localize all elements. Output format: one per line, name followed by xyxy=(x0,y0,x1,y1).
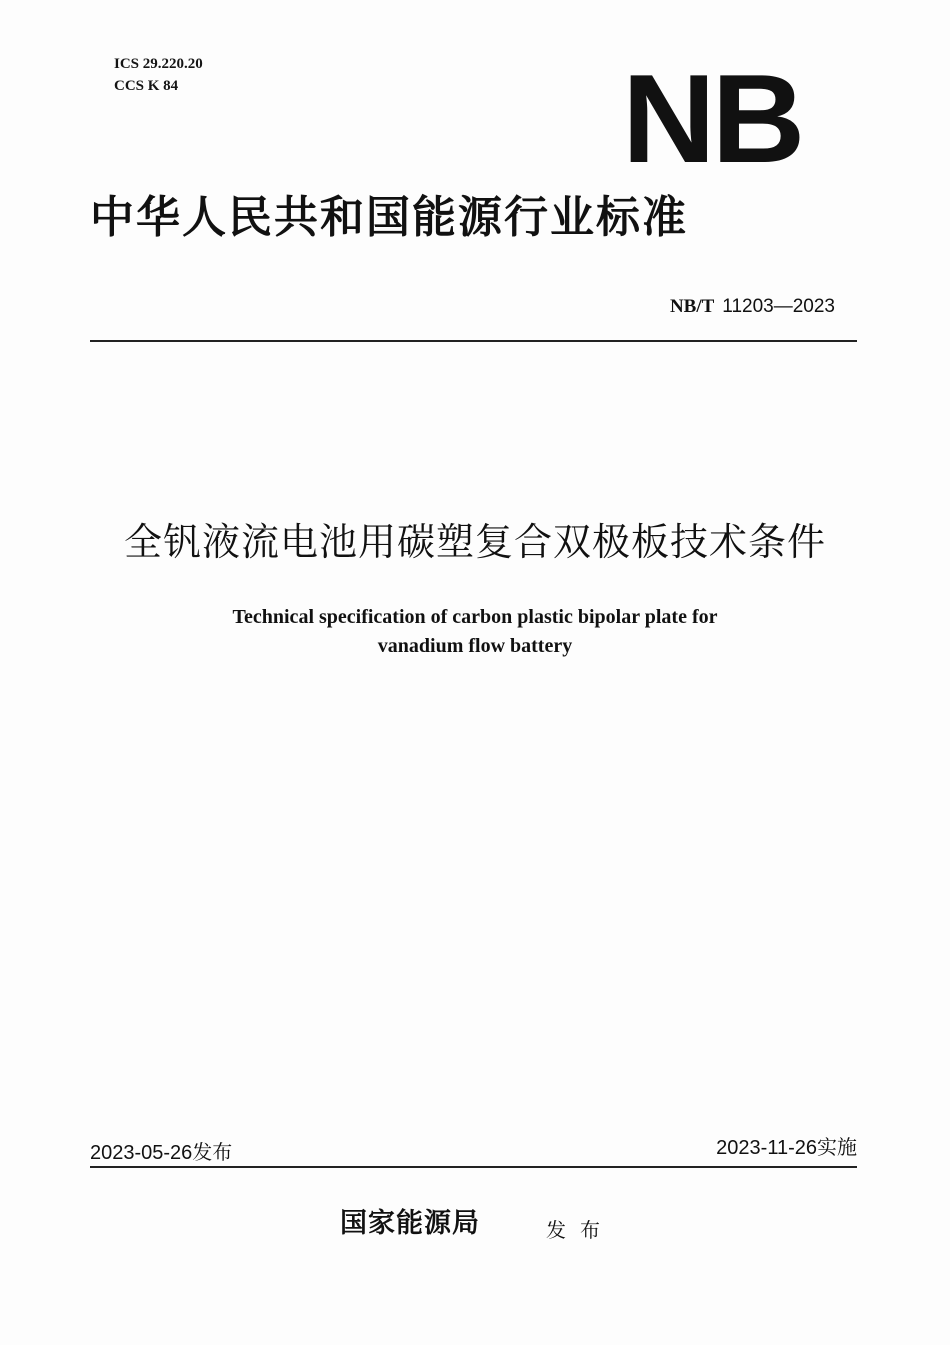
top-divider xyxy=(90,340,857,342)
chinese-title: 全钒液流电池用碳塑复合双极板技术条件 xyxy=(123,520,826,564)
standard-number-value: 11203—2023 xyxy=(722,296,835,317)
standard-number-prefix: NB/T xyxy=(669,296,715,317)
ccs-code: CCS K 84 xyxy=(114,78,179,94)
publisher-name: 国家能源局 xyxy=(340,1208,480,1239)
english-title-line: vanadium flow battery xyxy=(377,635,573,657)
standard-number xyxy=(670,294,835,319)
english-title xyxy=(0,603,950,661)
classification-codes xyxy=(114,53,203,97)
issue-date: 2023-05-26发布 xyxy=(90,1142,233,1164)
implementation-date: 2023-11-26实施 xyxy=(716,1137,857,1159)
nb-logo: NB xyxy=(622,48,802,189)
publish-label: 发布 xyxy=(546,1218,614,1242)
english-title-line: Technical specification of carbon plastic bipolar plate for xyxy=(232,606,718,628)
bottom-divider xyxy=(90,1166,857,1168)
ics-code: ICS 29.220.20 xyxy=(114,56,203,72)
standard-category-title: 中华人民共和国能源行业标准 xyxy=(90,192,688,243)
